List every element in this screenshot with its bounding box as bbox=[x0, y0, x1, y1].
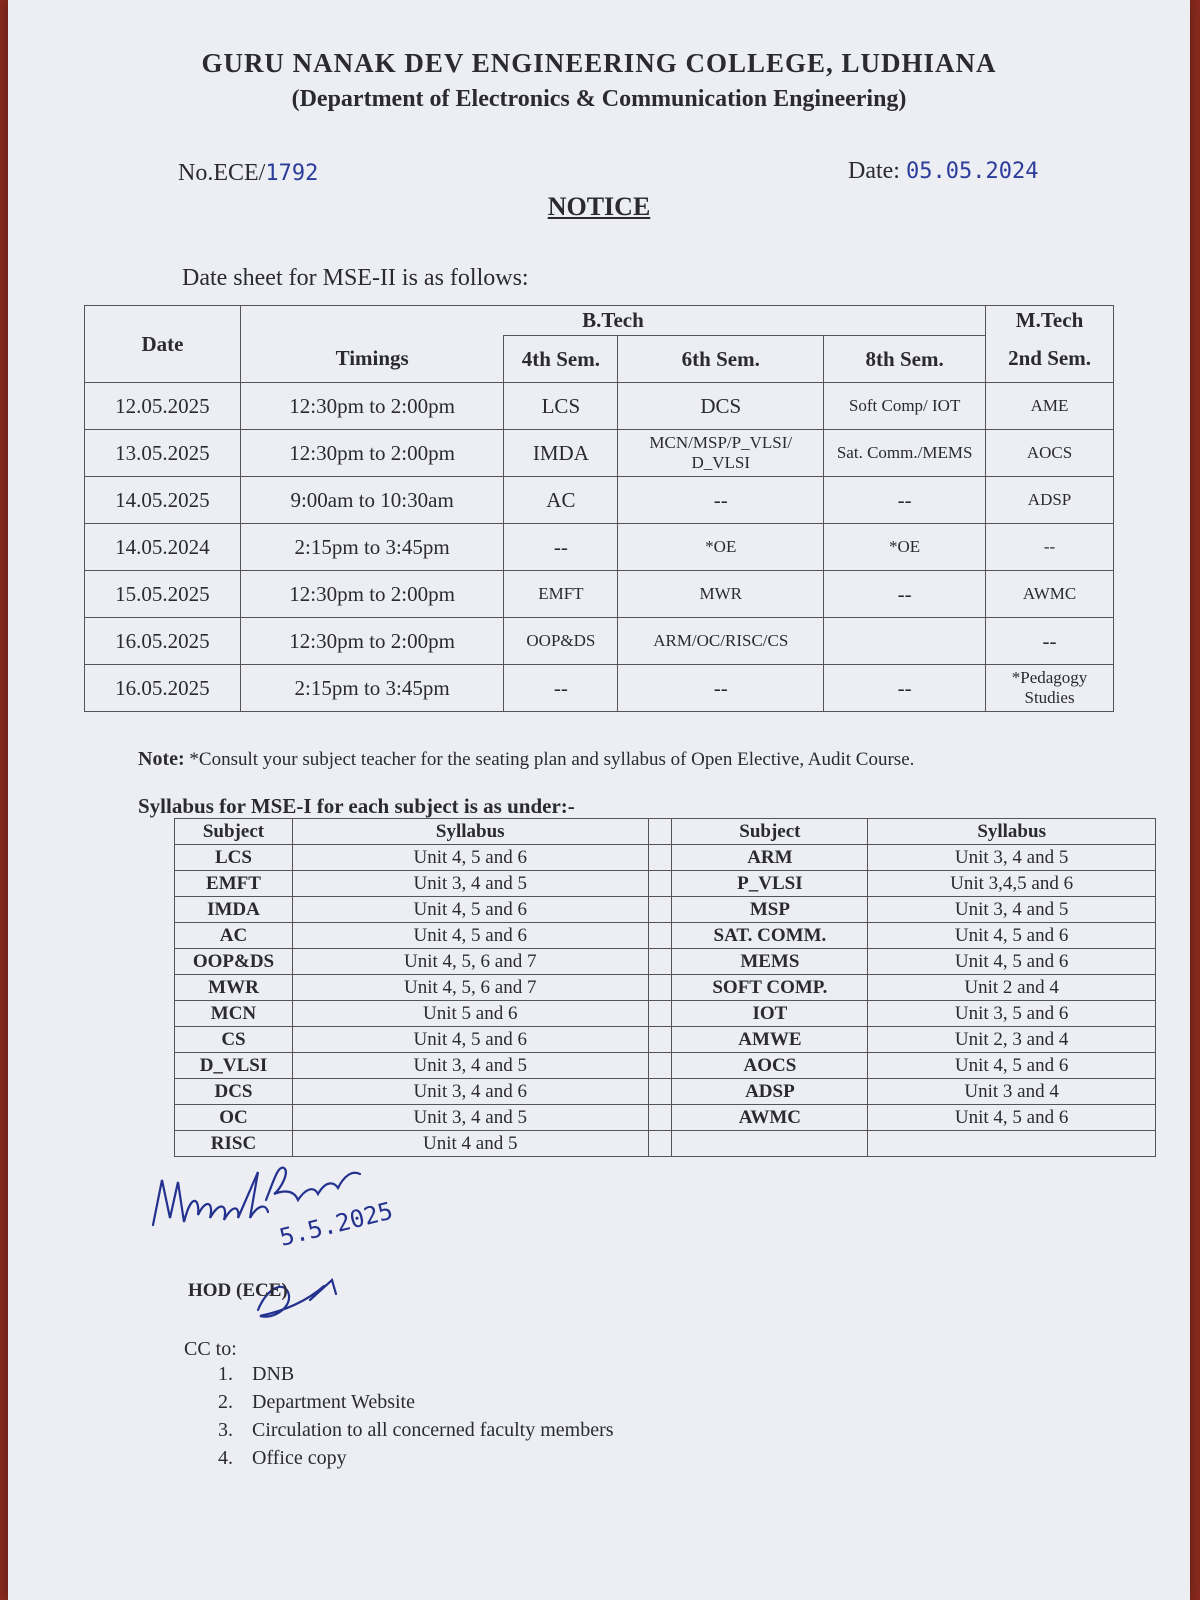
syllabus-2: Unit 2, 3 and 4 bbox=[868, 1027, 1156, 1053]
syllabus-row bbox=[175, 897, 1156, 923]
row-sem4: OOP&DS bbox=[504, 618, 618, 665]
cc-item-text: Office copy bbox=[252, 1447, 347, 1469]
row-date: 13.05.2025 bbox=[85, 430, 241, 477]
syllabus-2: Unit 4, 5 and 6 bbox=[868, 1105, 1156, 1131]
row-sem6: -- bbox=[618, 665, 824, 712]
col-msem2: 2nd Sem. bbox=[986, 336, 1114, 383]
datesheet-row bbox=[85, 571, 1114, 618]
col-subject: Subject bbox=[175, 819, 293, 845]
col-sem8: 8th Sem. bbox=[824, 336, 986, 383]
notice-title: NOTICE bbox=[547, 192, 651, 221]
cc-item: 1. DNB bbox=[218, 1363, 295, 1385]
row-sem6: -- bbox=[618, 477, 824, 524]
row-date: 16.05.2025 bbox=[85, 618, 241, 665]
syllabus-row bbox=[175, 1105, 1156, 1131]
row-msem2: AME bbox=[986, 383, 1114, 430]
syllabus-row bbox=[175, 1053, 1156, 1079]
col-subject-2: Subject bbox=[672, 819, 868, 845]
row-sem8: -- bbox=[824, 665, 986, 712]
divider-cell bbox=[648, 1105, 672, 1131]
syllabus-2 bbox=[868, 1131, 1156, 1157]
row-msem2: AWMC bbox=[986, 571, 1114, 618]
datesheet-row bbox=[85, 665, 1114, 712]
signature-date: 5.5.2025 bbox=[276, 1196, 396, 1252]
cc-label: CC to: bbox=[184, 1338, 237, 1360]
hod-designation: HOD (ECE) bbox=[188, 1280, 288, 1301]
row-sem6: DCS bbox=[618, 383, 824, 430]
subject-2: IOT bbox=[672, 1001, 868, 1027]
ref-prefix: No.ECE/ bbox=[178, 160, 266, 186]
syllabus-row bbox=[175, 871, 1156, 897]
row-time: 12:30pm to 2:00pm bbox=[240, 383, 504, 430]
subject-2 bbox=[672, 1131, 868, 1157]
subject-2: AOCS bbox=[672, 1053, 868, 1079]
syllabus: Unit 3, 4 and 6 bbox=[292, 1079, 648, 1105]
cc-item-text: Department Website bbox=[252, 1391, 415, 1413]
syllabus-row bbox=[175, 923, 1156, 949]
datesheet-row bbox=[85, 477, 1114, 524]
row-msem2: AOCS bbox=[986, 430, 1114, 477]
col-sem4: 4th Sem. bbox=[504, 336, 618, 383]
row-msem2: ADSP bbox=[986, 477, 1114, 524]
date-value-handwritten: 05.05.2024 bbox=[905, 159, 1039, 184]
row-sem4: -- bbox=[504, 665, 618, 712]
row-sem4: IMDA bbox=[504, 430, 618, 477]
syllabus-row bbox=[175, 975, 1156, 1001]
subject-2: ADSP bbox=[672, 1079, 868, 1105]
row-date: 12.05.2025 bbox=[85, 383, 241, 430]
syllabus-2: Unit 3, 4 and 5 bbox=[868, 845, 1156, 871]
subject: DCS bbox=[175, 1079, 293, 1105]
row-sem8: *OE bbox=[824, 524, 986, 571]
syllabus: Unit 3, 4 and 5 bbox=[292, 1105, 648, 1131]
syllabus-table bbox=[174, 818, 1156, 1157]
datesheet-row bbox=[85, 430, 1114, 477]
syllabus-heading: Syllabus for MSE-I for each subject is as under:- bbox=[138, 794, 575, 818]
syllabus-row bbox=[175, 949, 1156, 975]
subject-2: AMWE bbox=[672, 1027, 868, 1053]
divider-cell bbox=[648, 1027, 672, 1053]
row-sem4: AC bbox=[504, 477, 618, 524]
syllabus-2: Unit 2 and 4 bbox=[868, 975, 1156, 1001]
note-label: Note: bbox=[138, 748, 185, 770]
syllabus: Unit 4, 5 and 6 bbox=[292, 1027, 648, 1053]
subject: MCN bbox=[175, 1001, 293, 1027]
cc-item-text: Circulation to all concerned faculty members bbox=[252, 1419, 614, 1441]
row-sem8: Sat. Comm./MEMS bbox=[824, 430, 986, 477]
subject-2: AWMC bbox=[672, 1105, 868, 1131]
row-time: 2:15pm to 3:45pm bbox=[240, 524, 504, 571]
row-time: 12:30pm to 2:00pm bbox=[240, 430, 504, 477]
subject: MWR bbox=[175, 975, 293, 1001]
subject-2: ARM bbox=[672, 845, 868, 871]
subject: OC bbox=[175, 1105, 293, 1131]
datesheet-header-row bbox=[85, 306, 1114, 336]
col-date: Date bbox=[85, 306, 241, 383]
syllabus-row bbox=[175, 845, 1156, 871]
divider-cell bbox=[648, 871, 672, 897]
syllabus-2: Unit 3 and 4 bbox=[868, 1079, 1156, 1105]
datesheet-table bbox=[84, 305, 1114, 712]
datesheet-row bbox=[85, 618, 1114, 665]
cc-item-text: DNB bbox=[252, 1363, 295, 1385]
subject-2: SAT. COMM. bbox=[672, 923, 868, 949]
row-sem4: LCS bbox=[504, 383, 618, 430]
subject: AC bbox=[175, 923, 293, 949]
divider-cell bbox=[648, 1079, 672, 1105]
syllabus: Unit 3, 4 and 5 bbox=[292, 871, 648, 897]
syllabus: Unit 4 and 5 bbox=[292, 1131, 648, 1157]
col-syllabus-2: Syllabus bbox=[868, 819, 1156, 845]
syllabus-2: Unit 3, 4 and 5 bbox=[868, 897, 1156, 923]
row-msem2: -- bbox=[986, 524, 1114, 571]
col-mtech: M.Tech bbox=[986, 306, 1114, 336]
syllabus-2: Unit 3, 5 and 6 bbox=[868, 1001, 1156, 1027]
subject-2: P_VLSI bbox=[672, 871, 868, 897]
row-sem6: MWR bbox=[618, 571, 824, 618]
subject: OOP&DS bbox=[175, 949, 293, 975]
syllabus-row bbox=[175, 1079, 1156, 1105]
note bbox=[138, 748, 914, 771]
syllabus-row bbox=[175, 1027, 1156, 1053]
notice-paper bbox=[8, 0, 1190, 1600]
subject-2: MEMS bbox=[672, 949, 868, 975]
row-date: 14.05.2024 bbox=[85, 524, 241, 571]
col-btech: B.Tech bbox=[240, 306, 985, 336]
divider-cell bbox=[648, 923, 672, 949]
reference-number bbox=[178, 160, 318, 187]
syllabus: Unit 3, 4 and 5 bbox=[292, 1053, 648, 1079]
cc-item: 2. Department Website bbox=[218, 1391, 415, 1413]
syllabus: Unit 4, 5 and 6 bbox=[292, 923, 648, 949]
syllabus-row bbox=[175, 1001, 1156, 1027]
divider-cell bbox=[648, 1131, 672, 1157]
row-date: 16.05.2025 bbox=[85, 665, 241, 712]
intro-text: Date sheet for MSE-II is as follows: bbox=[182, 265, 529, 291]
syllabus-2: Unit 4, 5 and 6 bbox=[868, 949, 1156, 975]
row-date: 15.05.2025 bbox=[85, 571, 241, 618]
row-sem6: MCN/MSP/P_VLSI/ D_VLSI bbox=[618, 430, 824, 477]
row-time: 12:30pm to 2:00pm bbox=[240, 618, 504, 665]
ref-number-handwritten: 1792 bbox=[265, 161, 319, 186]
row-time: 12:30pm to 2:00pm bbox=[240, 571, 504, 618]
subject: CS bbox=[175, 1027, 293, 1053]
subject: EMFT bbox=[175, 871, 293, 897]
row-msem2: *Pedagogy Studies bbox=[986, 665, 1114, 712]
divider-cell bbox=[648, 949, 672, 975]
subject-2: SOFT COMP. bbox=[672, 975, 868, 1001]
col-timings: Timings bbox=[240, 336, 504, 383]
syllabus-row bbox=[175, 1131, 1156, 1157]
syllabus: Unit 4, 5, 6 and 7 bbox=[292, 949, 648, 975]
divider-cell bbox=[648, 975, 672, 1001]
notice-date bbox=[848, 158, 1038, 185]
subject: D_VLSI bbox=[175, 1053, 293, 1079]
subject-2: MSP bbox=[672, 897, 868, 923]
divider-cell bbox=[648, 1053, 672, 1079]
row-sem6: *OE bbox=[618, 524, 824, 571]
row-sem6: ARM/OC/RISC/CS bbox=[618, 618, 824, 665]
divider-cell bbox=[648, 819, 672, 845]
syllabus-2: Unit 4, 5 and 6 bbox=[868, 923, 1156, 949]
syllabus: Unit 5 and 6 bbox=[292, 1001, 648, 1027]
col-sem6: 6th Sem. bbox=[618, 336, 824, 383]
divider-cell bbox=[648, 897, 672, 923]
hod-signature bbox=[148, 1160, 448, 1340]
syllabus: Unit 4, 5, 6 and 7 bbox=[292, 975, 648, 1001]
datesheet-row bbox=[85, 383, 1114, 430]
cc-item: 4. Office copy bbox=[218, 1447, 347, 1469]
row-msem2: -- bbox=[986, 618, 1114, 665]
date-label: Date: bbox=[848, 158, 900, 184]
col-syllabus: Syllabus bbox=[292, 819, 648, 845]
syllabus-2: Unit 4, 5 and 6 bbox=[868, 1053, 1156, 1079]
row-time: 9:00am to 10:30am bbox=[240, 477, 504, 524]
divider-cell bbox=[648, 1001, 672, 1027]
row-sem8: -- bbox=[824, 477, 986, 524]
subject: IMDA bbox=[175, 897, 293, 923]
row-sem4: EMFT bbox=[504, 571, 618, 618]
row-sem4: -- bbox=[504, 524, 618, 571]
cc-item: 3. Circulation to all concerned faculty members bbox=[218, 1419, 614, 1441]
college-name: GURU NANAK DEV ENGINEERING COLLEGE, LUDHIANA bbox=[201, 48, 997, 78]
note-text: *Consult your subject teacher for the seating plan and syllabus of Open Elective, Audit Course. bbox=[189, 749, 915, 770]
row-sem8: Soft Comp/ IOT bbox=[824, 383, 986, 430]
divider-cell bbox=[648, 845, 672, 871]
department-name: (Department of Electronics & Communication Engineering) bbox=[291, 86, 907, 112]
subject: RISC bbox=[175, 1131, 293, 1157]
row-sem8: -- bbox=[824, 571, 986, 618]
cc-list bbox=[218, 1360, 614, 1472]
syllabus: Unit 4, 5 and 6 bbox=[292, 845, 648, 871]
syllabus-2: Unit 3,4,5 and 6 bbox=[868, 871, 1156, 897]
row-sem8 bbox=[824, 618, 986, 665]
datesheet-row bbox=[85, 524, 1114, 571]
row-time: 2:15pm to 3:45pm bbox=[240, 665, 504, 712]
subject: LCS bbox=[175, 845, 293, 871]
syllabus: Unit 4, 5 and 6 bbox=[292, 897, 648, 923]
syllabus-header-row bbox=[175, 819, 1156, 845]
row-date: 14.05.2025 bbox=[85, 477, 241, 524]
